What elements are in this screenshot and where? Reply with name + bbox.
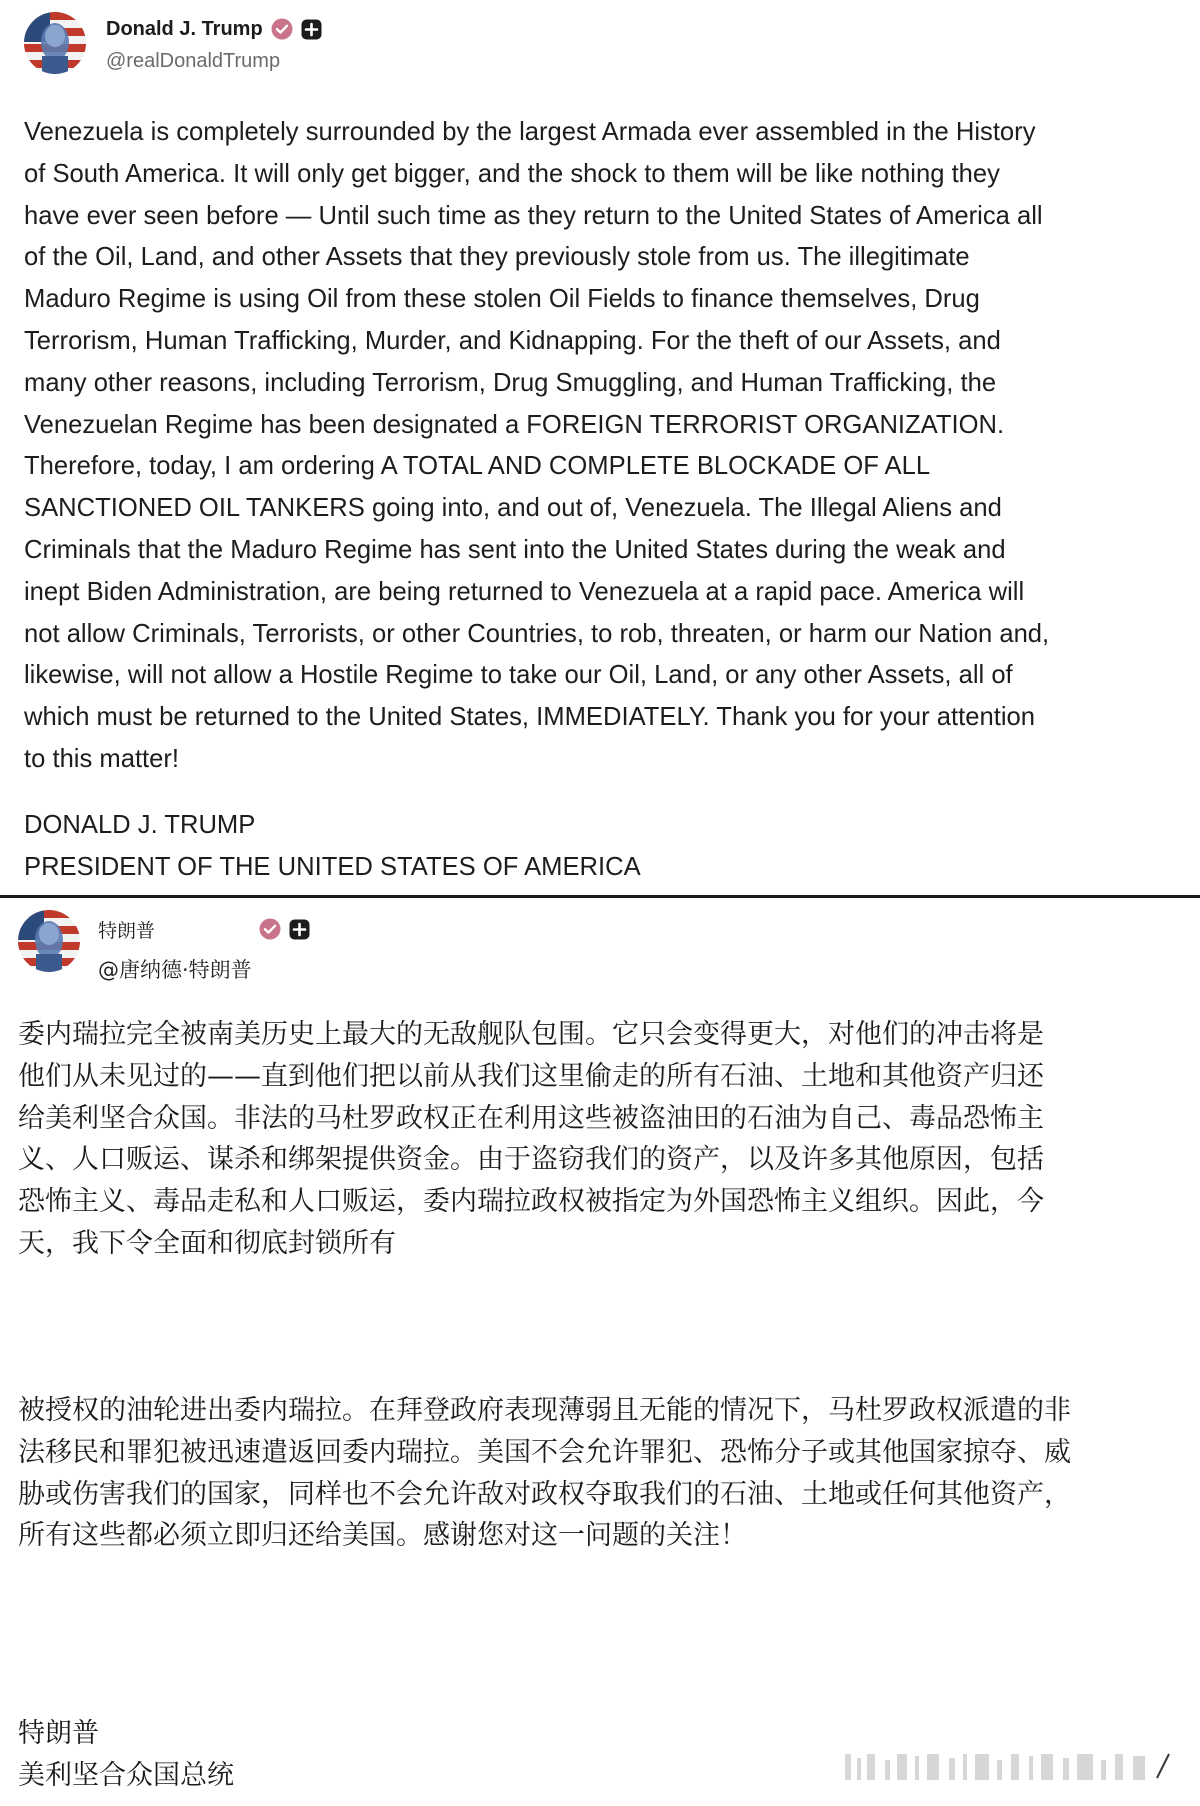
post-header	[18, 910, 310, 984]
divider	[0, 895, 1200, 898]
post-english	[0, 0, 1200, 895]
signature-name: DONALD J. TRUMP	[24, 811, 256, 839]
post-header	[24, 12, 322, 74]
post-body-part-2: 被授权的油轮进出委内瑞拉。在拜登政府表现薄弱且无能的情况下，马杜罗政权派遣的非 法移民和罪犯被迅速遣返回委内瑞拉。美国不会允许罪犯、恐怖分子或其他国家掠夺、威 胁或伤害我们的国家，同样也不会允许敌对政权夺取我们的石油、土地或任何其他资产， 所有这些都必须立即归还给美国。感谢您对这一问题的关注！	[18, 1395, 1071, 1552]
display-name[interactable]: Donald J. Trump	[106, 17, 263, 40]
signature-title: 美利坚合众国总统	[18, 1759, 234, 1791]
post-body-part-1: 委内瑞拉完全被南美历史上最大的无敌舰队包围。它只会变得更大，对他们的冲击将是 他们从未见过的——直到他们把以前从我们这里偷走的所有石油、土地和其他资产归还 给美利坚合众国。非法的马杜罗政权正在利用这些被盗油田的石油为自己、毒品恐怖主 义、人口贩运、谋杀和绑架提供资金。由于盗窃我们的资产，以及许多其他原因，包括 恐怖主义、毒品走私和人口贩运，委内瑞拉政权被指定为外国恐怖主义组织。因此，今 天，我下令全面和彻底封锁所有	[18, 1019, 1044, 1259]
author-names	[98, 914, 310, 984]
watermark-icon	[845, 1748, 1175, 1786]
display-name[interactable]: 特朗普	[98, 919, 156, 942]
post-body: Venezuela is completely surrounded by the largest Armada ever assembled in the History of South America. It will only get bigger, and the shock to them will be like nothing they have ever seen before — Until such time as they return to the United States of America all of the Oil, Land, and other Assets that they previously stole from us. The illegitimate Maduro Regime is using Oil from these stolen Oil Fields to finance themselves, Drug Terrorism, Human Trafficking, Murder, and Kidnapping. For the theft of our Assets, and many other reasons, including Terrorism, Drug Smuggling, and Human Trafficking, the Venezuelan Regime has been designated a FOREIGN TERRORIST ORGANIZATION. Therefore, today, I am ordering A TOTAL AND COMPLETE BLOCKADE OF ALL SANCTIONED OIL TANKERS going into, and out of, Venezuela. The Illegal Aliens and Criminals that the Maduro Regime has sent into the United States during the weak and inept Biden Administration, are being returned to Venezuela at a rapid pace. America will not allow Criminals, Terrorists, or other Countries, to rob, threaten, or harm our Nation and, likewise, will not allow a Hostile Regime to take our Oil, Land, or any other Assets, all of which must be returned to the United States, IMMEDIATELY. Thank you for your attention to this matter!	[24, 118, 1050, 773]
signature-name: 特朗普	[18, 1718, 99, 1749]
verified-badge-icon	[271, 18, 293, 40]
handle[interactable]: @realDonaldTrump	[106, 50, 281, 72]
avatar-flag-portrait-icon	[18, 910, 80, 972]
author-names	[106, 14, 322, 73]
avatar[interactable]	[24, 12, 86, 74]
avatar-flag-portrait-icon	[24, 12, 86, 74]
signature-title: PRESIDENT OF THE UNITED STATES OF AMERICA	[24, 852, 641, 881]
avatar[interactable]	[18, 910, 80, 972]
signature	[18, 1713, 234, 1797]
verified-badge-icon	[259, 918, 281, 940]
handle[interactable]: @唐纳德·特朗普	[98, 958, 252, 982]
plus-square-icon[interactable]	[289, 919, 310, 940]
signature	[24, 805, 641, 889]
plus-square-icon[interactable]	[301, 19, 322, 40]
